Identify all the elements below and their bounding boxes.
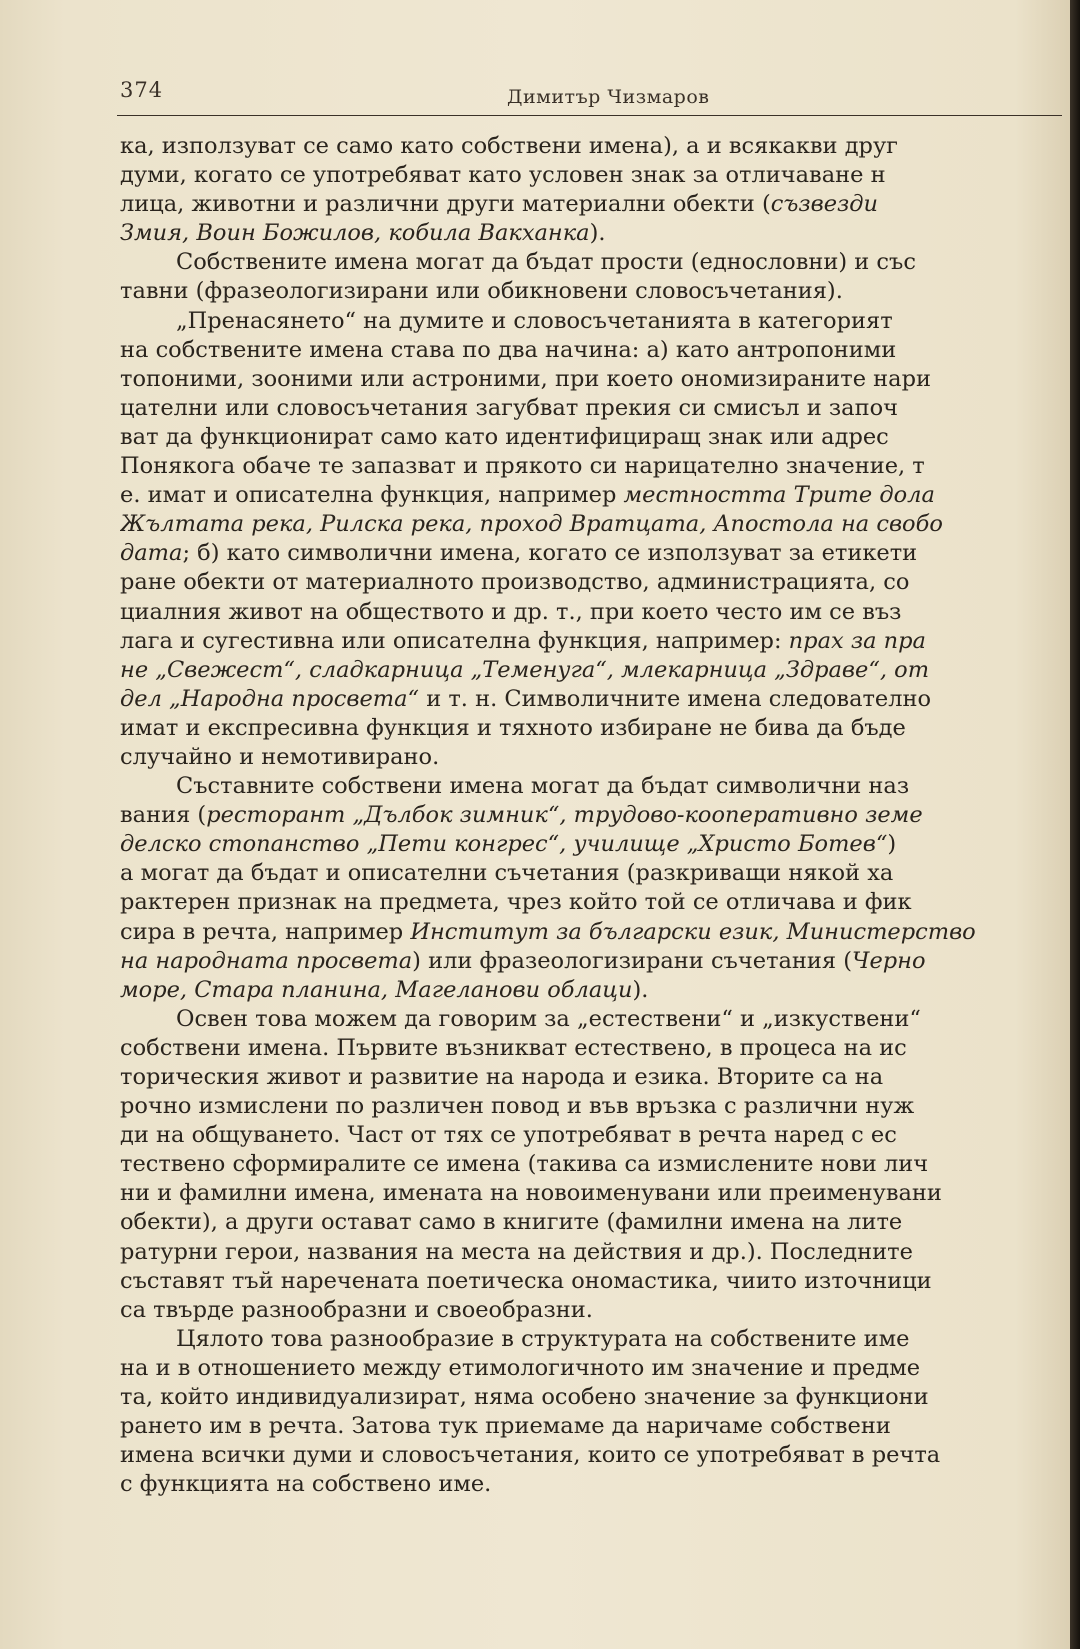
text-run: Собствените имена могат да бъдат прости (еднословни) и със bbox=[176, 249, 916, 276]
italic-text: Институт за български език, Министерство bbox=[410, 918, 976, 945]
text-line bbox=[120, 1063, 1075, 1092]
text-line bbox=[120, 161, 1075, 190]
text-line bbox=[120, 568, 1075, 597]
text-run: вания ( bbox=[120, 802, 207, 829]
text-line bbox=[120, 685, 1075, 714]
text-line bbox=[120, 307, 1075, 336]
text-run: имена всички думи и словосъчетания, които се употребяват в речта bbox=[120, 1442, 941, 1469]
text-run: думи, когато се употребяват като условен знак за отличаване н bbox=[120, 162, 886, 189]
text-line bbox=[120, 1325, 1075, 1354]
text-line bbox=[120, 1150, 1075, 1179]
italic-text: Черно bbox=[852, 947, 926, 974]
text-line bbox=[120, 743, 1075, 772]
text-run: е. имат и описателна функция, например bbox=[120, 482, 624, 509]
text-run: ратурни герои, названия на места на действия и др.). Последните bbox=[120, 1238, 913, 1265]
text-run: та, който индивидуализират, няма особено значение за функциони bbox=[120, 1384, 929, 1411]
italic-text: не „Свежест“, сладкарница „Теменуга“, млекарница „Здраве“, от bbox=[120, 656, 930, 683]
text-line bbox=[120, 1354, 1075, 1383]
text-line bbox=[120, 481, 1075, 510]
text-run: ни и фамилни имена, имената на новоименувани или преименувани bbox=[120, 1180, 942, 1207]
text-line bbox=[120, 190, 1075, 219]
text-run: собствени имена. Първите възникват естествено, в процеса на ис bbox=[120, 1034, 907, 1061]
italic-text: прах за пра bbox=[788, 627, 926, 654]
text-run: Понякога обаче те запазват и прякото си нарицателно значение, т bbox=[120, 453, 925, 480]
text-run: с функцията на собствено име. bbox=[120, 1471, 492, 1498]
italic-text: съзвезди bbox=[770, 191, 879, 218]
italic-text: делско стопанство „Пети конгрес“, училище „Христо Ботев“ bbox=[120, 831, 888, 858]
text-run: ват да функционират само като идентифициращ знак или адрес bbox=[120, 423, 889, 450]
text-run: на и в отношението между етимологичното им значение и предме bbox=[120, 1354, 921, 1381]
text-line bbox=[120, 219, 1075, 248]
text-run: ди на общуването. Част от тях се употребяват в речта наред с ес bbox=[120, 1122, 897, 1149]
text-line bbox=[120, 394, 1075, 423]
text-run: торическия живот и развитие на народа и езика. Вторите са на bbox=[120, 1064, 884, 1090]
text-line bbox=[120, 277, 1075, 306]
text-run: ). bbox=[589, 220, 606, 247]
text-run: рочно измислени по различен повод и във връзка с различни нуж bbox=[120, 1093, 915, 1120]
text-line bbox=[120, 656, 1075, 685]
text-line bbox=[120, 1412, 1075, 1441]
text-line bbox=[120, 859, 1075, 888]
text-line bbox=[120, 947, 1075, 976]
paragraph bbox=[120, 248, 1075, 306]
paragraph bbox=[120, 132, 1075, 248]
text-line bbox=[120, 976, 1075, 1005]
page-number: 374 bbox=[120, 78, 164, 102]
text-line bbox=[120, 1470, 1075, 1499]
text-line bbox=[120, 1238, 1075, 1267]
text-run: топоними, зооними или астроними, при което ономизираните нари bbox=[120, 365, 931, 392]
text-line bbox=[120, 830, 1075, 859]
text-run: случайно и немотивирано. bbox=[120, 743, 440, 770]
text-line bbox=[120, 1179, 1075, 1208]
text-line bbox=[120, 1267, 1075, 1296]
text-run: съставят тъй наречената поетическа ономастика, чиито източници bbox=[120, 1267, 932, 1294]
text-line bbox=[120, 365, 1075, 394]
paragraph bbox=[120, 1005, 1075, 1325]
text-run: са твърде разнообразни и своеобразни. bbox=[120, 1296, 593, 1323]
italic-text: на народната просвета bbox=[120, 947, 413, 974]
text-line bbox=[120, 801, 1075, 830]
text-run: цателни или словосъчетания загубват прекия си смисъл и започ bbox=[120, 394, 899, 421]
text-run: лица, животни и различни други материални обекти ( bbox=[120, 191, 771, 218]
text-run: на собствените имена става по два начина: а) като антропоними bbox=[120, 336, 897, 363]
text-run: тествено сформиралите се имена (такива са измислените нови лич bbox=[120, 1151, 929, 1178]
text-line bbox=[120, 452, 1075, 481]
text-line bbox=[120, 1005, 1075, 1034]
italic-text: дата bbox=[120, 540, 183, 567]
text-line bbox=[120, 918, 1075, 947]
text-run: ). bbox=[632, 976, 649, 1003]
text-run: рактерен признак на предмета, чрез който той се отличава и фик bbox=[120, 889, 912, 916]
text-run: ка, използуват се само като собствени имена), а и всякакви друг bbox=[120, 133, 898, 159]
text-line bbox=[120, 1092, 1075, 1121]
text-line bbox=[120, 510, 1075, 539]
text-run: рането им в речта. Затова тук приемаме да наричаме собствени bbox=[120, 1413, 891, 1440]
text-run: Цялото това разнообразие в структурата на собствените име bbox=[176, 1325, 910, 1352]
italic-text: Змия, Воин Божилов, кобила Вакханка bbox=[120, 220, 590, 247]
text-run: ; б) като символични имена, когато се използуват за етикети bbox=[182, 540, 918, 567]
text-line bbox=[120, 423, 1075, 452]
text-line bbox=[120, 336, 1075, 365]
text-line bbox=[120, 1034, 1075, 1063]
text-run: обекти), а други остават само в книгите (фамилни имена на лите bbox=[120, 1209, 903, 1236]
text-line bbox=[120, 627, 1075, 656]
running-head: Димитър Чизмаров bbox=[507, 86, 710, 108]
paragraph bbox=[120, 1325, 1075, 1500]
text-run: ) bbox=[887, 831, 897, 858]
text-line bbox=[120, 1441, 1075, 1470]
text-run: тавни (фразеологизирани или обикновени словосъчетания). bbox=[120, 278, 843, 305]
text-line bbox=[120, 1383, 1075, 1412]
header-rule bbox=[117, 115, 1062, 116]
text-run: имат и експресивна функция и тяхното избиране не бива да бъде bbox=[120, 714, 906, 741]
text-run: циалния живот на обществото и др. т., при което често им се въз bbox=[120, 598, 902, 625]
text-line bbox=[120, 539, 1075, 568]
italic-text: ресторант „Дълбок зимник“, трудово-кооперативно земе bbox=[206, 802, 923, 829]
body-text bbox=[120, 132, 1075, 1499]
text-run: Съставните собствени имена могат да бъдат символични наз bbox=[176, 773, 910, 800]
text-run: ране обекти от материалното производство, администрацията, со bbox=[120, 569, 910, 596]
text-run: и т. н. Символичните имена следователно bbox=[419, 685, 932, 712]
text-run: Освен това можем да говорим за „естествени“ и „изкуствени“ bbox=[176, 1005, 921, 1032]
text-line bbox=[120, 598, 1075, 627]
text-line bbox=[120, 714, 1075, 743]
text-run: лага и сугестивна или описателна функция, например: bbox=[120, 627, 789, 654]
italic-text: Жълтата река, Рилска река, проход Вратцата, Апостола на свобо bbox=[120, 511, 943, 538]
text-line bbox=[120, 1296, 1075, 1325]
text-run: сира в речта, например bbox=[120, 918, 411, 945]
text-run: а могат да бъдат и описателни съчетания (разкриващи някой ха bbox=[120, 860, 894, 887]
page-header bbox=[117, 74, 1070, 120]
text-line bbox=[120, 248, 1075, 277]
text-line bbox=[120, 132, 1075, 161]
page-binding-edge bbox=[1070, 0, 1080, 1649]
italic-text: местността Трите дола bbox=[623, 482, 935, 509]
text-line bbox=[120, 888, 1075, 917]
text-line bbox=[120, 1208, 1075, 1237]
text-line bbox=[120, 772, 1075, 801]
text-run: ) или фразеологизирани съчетания ( bbox=[412, 947, 853, 974]
text-line bbox=[120, 1121, 1075, 1150]
text-run: „Пренасянето“ на думите и словосъчетанията в категорият bbox=[176, 307, 893, 334]
italic-text: дел „Народна просвета“ bbox=[120, 685, 420, 712]
paragraph bbox=[120, 307, 1075, 773]
italic-text: море, Стара планина, Магеланови облаци bbox=[120, 976, 633, 1003]
paragraph bbox=[120, 772, 1075, 1005]
